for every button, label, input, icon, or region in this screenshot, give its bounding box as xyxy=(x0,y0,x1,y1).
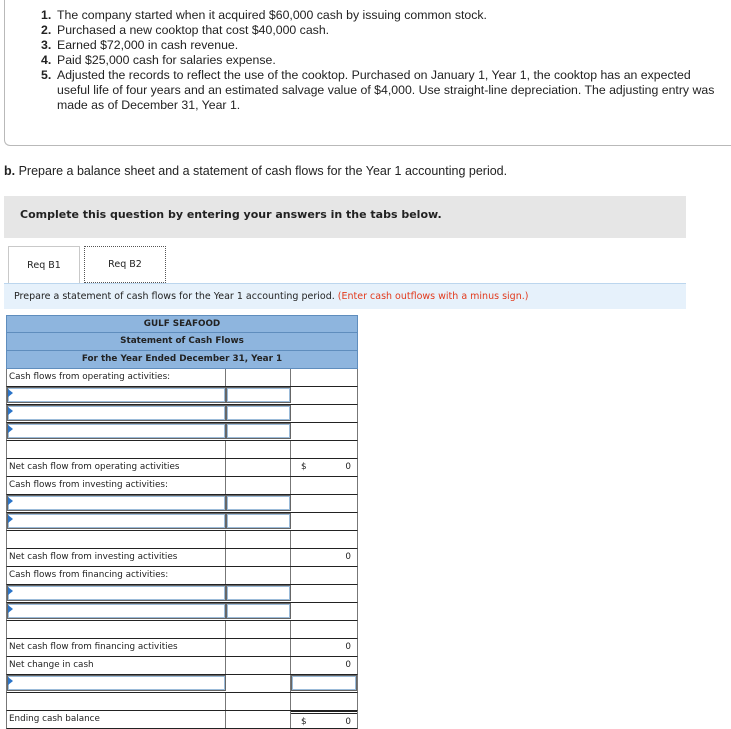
prompt-hint: (Enter cash outflows with a minus sign.) xyxy=(337,291,529,302)
operating-item-3-amount-input[interactable] xyxy=(226,423,291,439)
section-header-row xyxy=(6,567,358,585)
investing-item-2-amount-input[interactable] xyxy=(226,513,291,529)
tab-label: Req B1 xyxy=(27,259,61,271)
item-text: Adjusted the records to reflect the use of the cooktop. Purchased on January 1, Year 1, the cooktop has an expected useful life of four years and an estimated salvage value of $4,000. Use straight-line depreciation. The adjusting entry was made as of December 31, Year 1. xyxy=(57,68,715,112)
problem-item xyxy=(41,38,721,53)
item-text: Purchased a new cooktop that cost $40,000 cash. xyxy=(57,23,330,37)
financing-item-1-amount-input[interactable] xyxy=(226,585,291,601)
net-operating-label: Net cash flow from operating activities xyxy=(7,459,226,476)
prompt-text: Prepare a statement of cash flows for the Year 1 accounting period. xyxy=(14,291,338,302)
item-text: Paid $25,000 cash for salaries expense. xyxy=(57,53,276,67)
beginning-cash-amount-input[interactable] xyxy=(291,675,357,691)
table-row xyxy=(6,585,358,603)
problem-statement xyxy=(4,0,731,146)
operating-item-2-label-input[interactable] xyxy=(7,405,226,421)
table-row xyxy=(6,513,358,531)
dropdown-marker-icon xyxy=(8,425,13,433)
beginning-cash-row xyxy=(6,675,358,693)
net-investing-label: Net cash flow from investing activities xyxy=(7,549,226,566)
table-row xyxy=(6,603,358,621)
problem-item xyxy=(41,53,721,68)
company-name: GULF SEAFOOD xyxy=(6,315,358,333)
problem-item xyxy=(41,8,721,23)
dropdown-marker-icon xyxy=(8,515,13,523)
financing-header: Cash flows from financing activities: xyxy=(7,567,226,584)
dropdown-marker-icon xyxy=(8,497,13,505)
operating-header: Cash flows from operating activities: xyxy=(7,369,226,386)
section-header-row xyxy=(6,477,358,495)
investing-item-1-label-input[interactable] xyxy=(7,495,226,511)
net-change-value: 0 xyxy=(345,660,351,670)
table-row xyxy=(6,621,358,639)
item-number: 5. xyxy=(41,68,52,82)
table-row xyxy=(6,423,358,441)
dropdown-marker-icon xyxy=(8,605,13,613)
requirement-text: Prepare a balance sheet and a statement of cash flows for the Year 1 accounting period. xyxy=(15,164,508,178)
operating-item-1-amount-input[interactable] xyxy=(226,387,291,403)
operating-item-3-label-input[interactable] xyxy=(7,423,226,439)
net-operating-row xyxy=(6,459,358,477)
ending-cash-row xyxy=(6,711,358,729)
net-financing-value: 0 xyxy=(345,642,351,652)
financing-item-2-label-input[interactable] xyxy=(7,603,226,619)
table-row xyxy=(6,495,358,513)
financing-item-1-label-input[interactable] xyxy=(7,585,226,601)
operating-item-1-label-input[interactable] xyxy=(7,387,226,403)
requirement-letter: b. xyxy=(4,164,16,178)
tab-prompt xyxy=(4,283,686,309)
ending-cash-value: 0 xyxy=(345,717,351,727)
table-row xyxy=(6,531,358,549)
ending-cash-label: Ending cash balance xyxy=(7,711,226,728)
net-operating-value: 0 xyxy=(345,462,351,472)
table-row xyxy=(6,405,358,423)
item-number: 1. xyxy=(41,8,52,22)
tab-req-b1[interactable] xyxy=(8,246,80,283)
dollar-sign: $ xyxy=(301,462,307,472)
problem-item xyxy=(41,68,721,113)
statement-title: Statement of Cash Flows xyxy=(6,333,358,351)
net-financing-label: Net cash flow from financing activities xyxy=(7,639,226,656)
dropdown-marker-icon xyxy=(8,389,13,397)
item-text: Earned $72,000 in cash revenue. xyxy=(57,38,239,52)
tab-strip xyxy=(8,246,686,283)
instruction-text: Complete this question by entering your answers in the tabs below. xyxy=(20,208,442,221)
statement-period: For the Year Ended December 31, Year 1 xyxy=(6,351,358,369)
investing-item-2-label-input[interactable] xyxy=(7,513,226,529)
tab-req-b2[interactable] xyxy=(84,246,166,283)
instruction-bar xyxy=(4,196,686,238)
beginning-cash-label-input[interactable] xyxy=(7,675,226,691)
investing-item-1-amount-input[interactable] xyxy=(226,495,291,511)
table-row xyxy=(6,387,358,405)
item-number: 2. xyxy=(41,23,52,37)
section-header-row xyxy=(6,369,358,387)
net-investing-value: 0 xyxy=(345,552,351,562)
dollar-sign: $ xyxy=(301,717,307,727)
financing-item-2-amount-input[interactable] xyxy=(226,603,291,619)
investing-header: Cash flows from investing activities: xyxy=(7,477,226,494)
net-investing-row xyxy=(6,549,358,567)
item-number: 4. xyxy=(41,53,52,67)
problem-item xyxy=(41,23,721,38)
dropdown-marker-icon xyxy=(8,677,13,685)
table-row xyxy=(6,693,358,711)
table-row xyxy=(6,441,358,459)
net-financing-row xyxy=(6,639,358,657)
problem-list xyxy=(41,8,721,113)
requirement-b xyxy=(4,164,507,178)
dropdown-marker-icon xyxy=(8,407,13,415)
item-number: 3. xyxy=(41,38,52,52)
cash-flow-statement xyxy=(6,315,358,729)
dropdown-marker-icon xyxy=(8,587,13,595)
tab-label: Req B2 xyxy=(108,259,142,270)
operating-item-2-amount-input[interactable] xyxy=(226,405,291,421)
item-text: The company started when it acquired $60,000 cash by issuing common stock. xyxy=(57,8,487,22)
net-change-row xyxy=(6,657,358,675)
net-change-label: Net change in cash xyxy=(7,657,226,674)
